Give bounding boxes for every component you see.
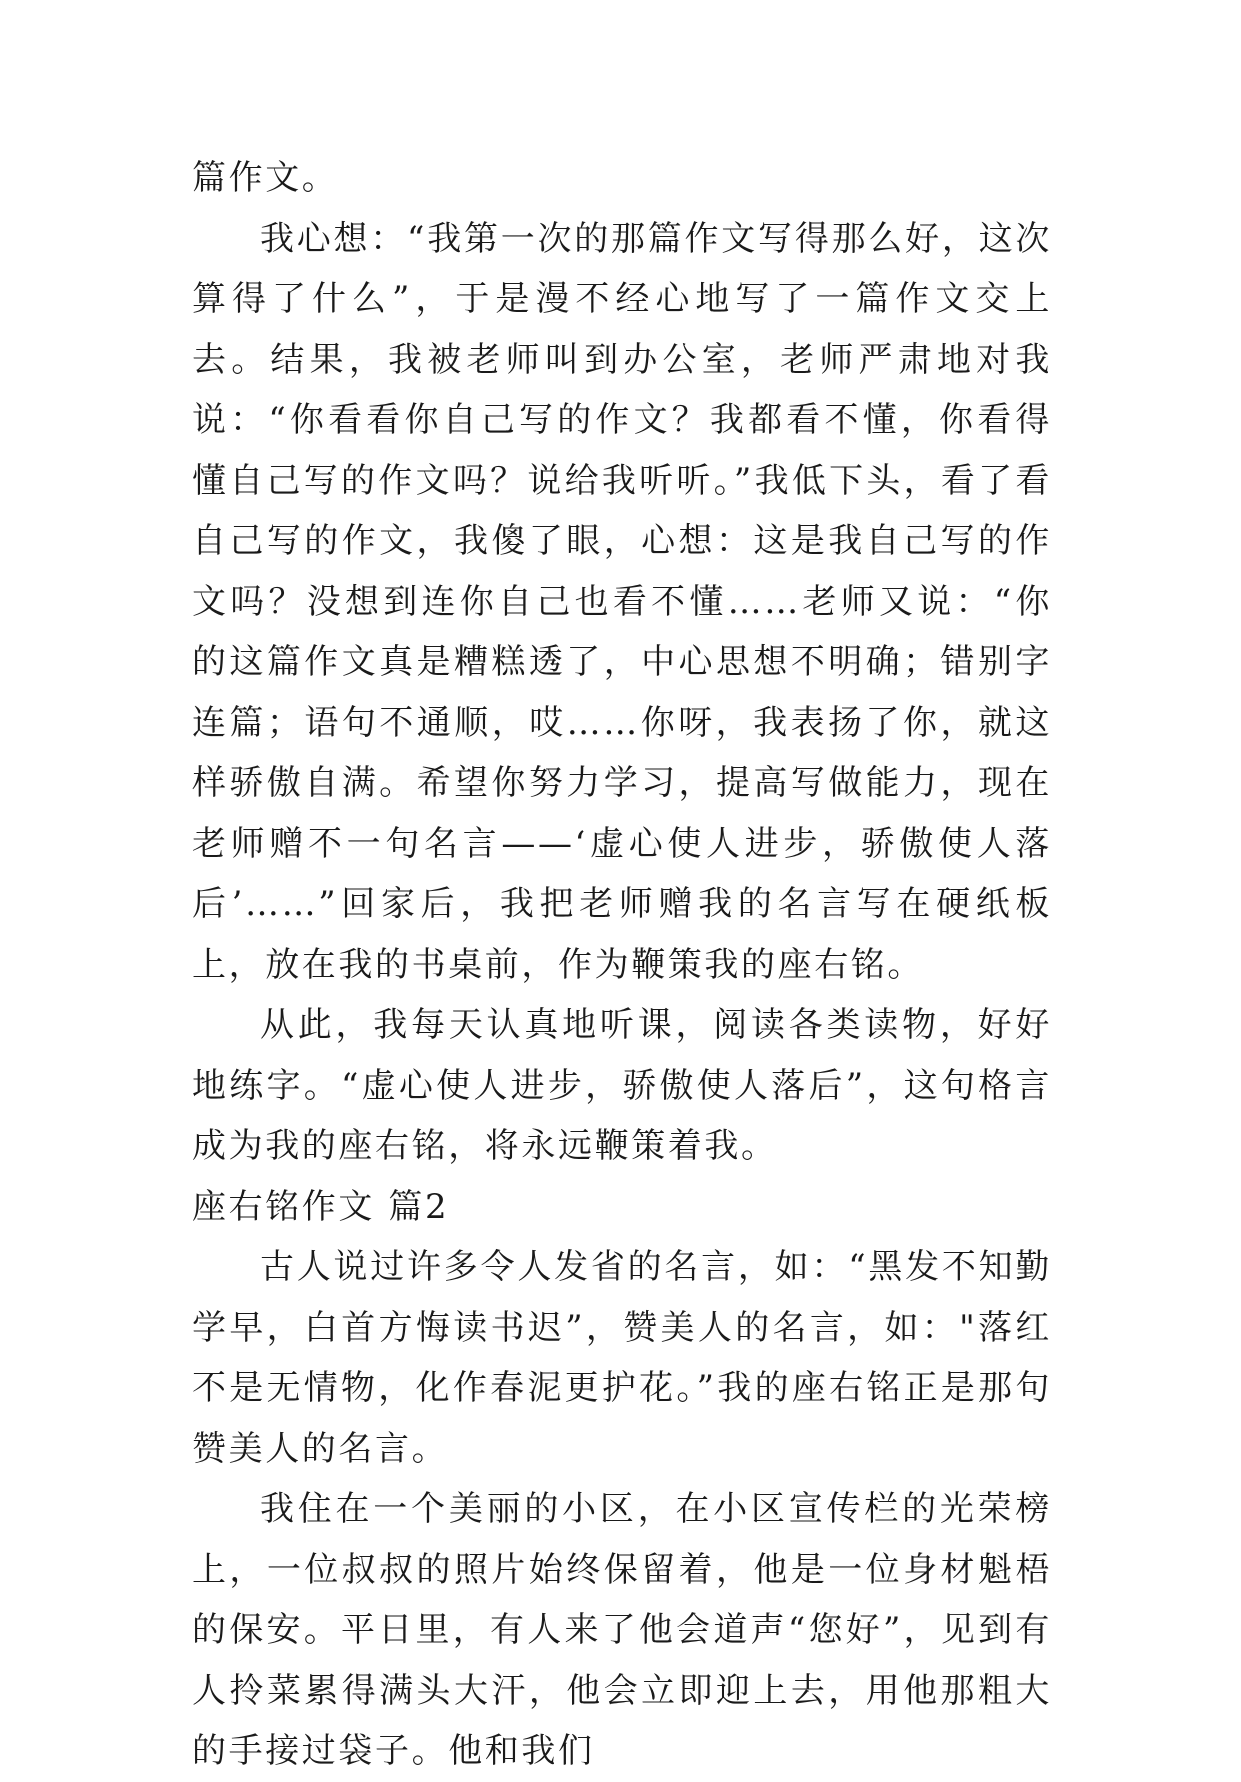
paragraph-continuation: 篇作文。: [192, 158, 339, 198]
paragraph-conclusion: 从此，我每天认真地听课，阅读各类读物，好好地练字。“虚心使人进步，骄傲使人落后”，这句格言成为我的座右铭，将永远鞭策着我。: [192, 1005, 1052, 1166]
section-heading: 座右铭作文 篇2: [192, 1186, 450, 1227]
paragraph-teacher-criticism: 我心想：“我第一次的那篇作文写得那么好，这次算得了什么”，于是漫不经心地写了一篇作文交上去。结果，我被老师叫到办公室，老师严肃地对我说：“你看看你自己写的作文？我都看不懂，你看得懂自己写的作文吗？说给我听听。”我低下头，看了看自己写的作文，我傻了眼，心想：这是我自己写的作文吗？没想到连你自己也看不懂……老师又说：“你的这篇作文真是糟糕透了，中心思想不明确；错别字连篇；语句不通顺，哎……你呀，我表扬了你，就这样骄傲自满。希望你努力学习，提高写做能力，现在老师赠不一句名言——‘虚心使人进步，骄傲使人落后’……”回家后，我把老师赠我的名言写在硬纸板上，放在我的书桌前，作为鞭策我的座右铭。: [192, 218, 1052, 985]
document-body: [192, 148, 1052, 1782]
paragraph-security-guard: 我住在一个美丽的小区，在小区宣传栏的光荣榜上，一位叔叔的照片始终保留着，他是一位身材魁梧的保安。平日里，有人来了他会道声“您好”，见到有人拎菜累得满头大汗，他会立即迎上去，用他那粗大的手接过袋子。他和我们: [192, 1489, 1052, 1771]
paragraph-famous-quotes: 古人说过许多令人发省的名言，如：“黑发不知勤学早，白首方悔读书迟”，赞美人的名言，如："落红不是无情物，化作春泥更护花。”我的座右铭正是那句赞美人的名言。: [192, 1247, 1052, 1469]
